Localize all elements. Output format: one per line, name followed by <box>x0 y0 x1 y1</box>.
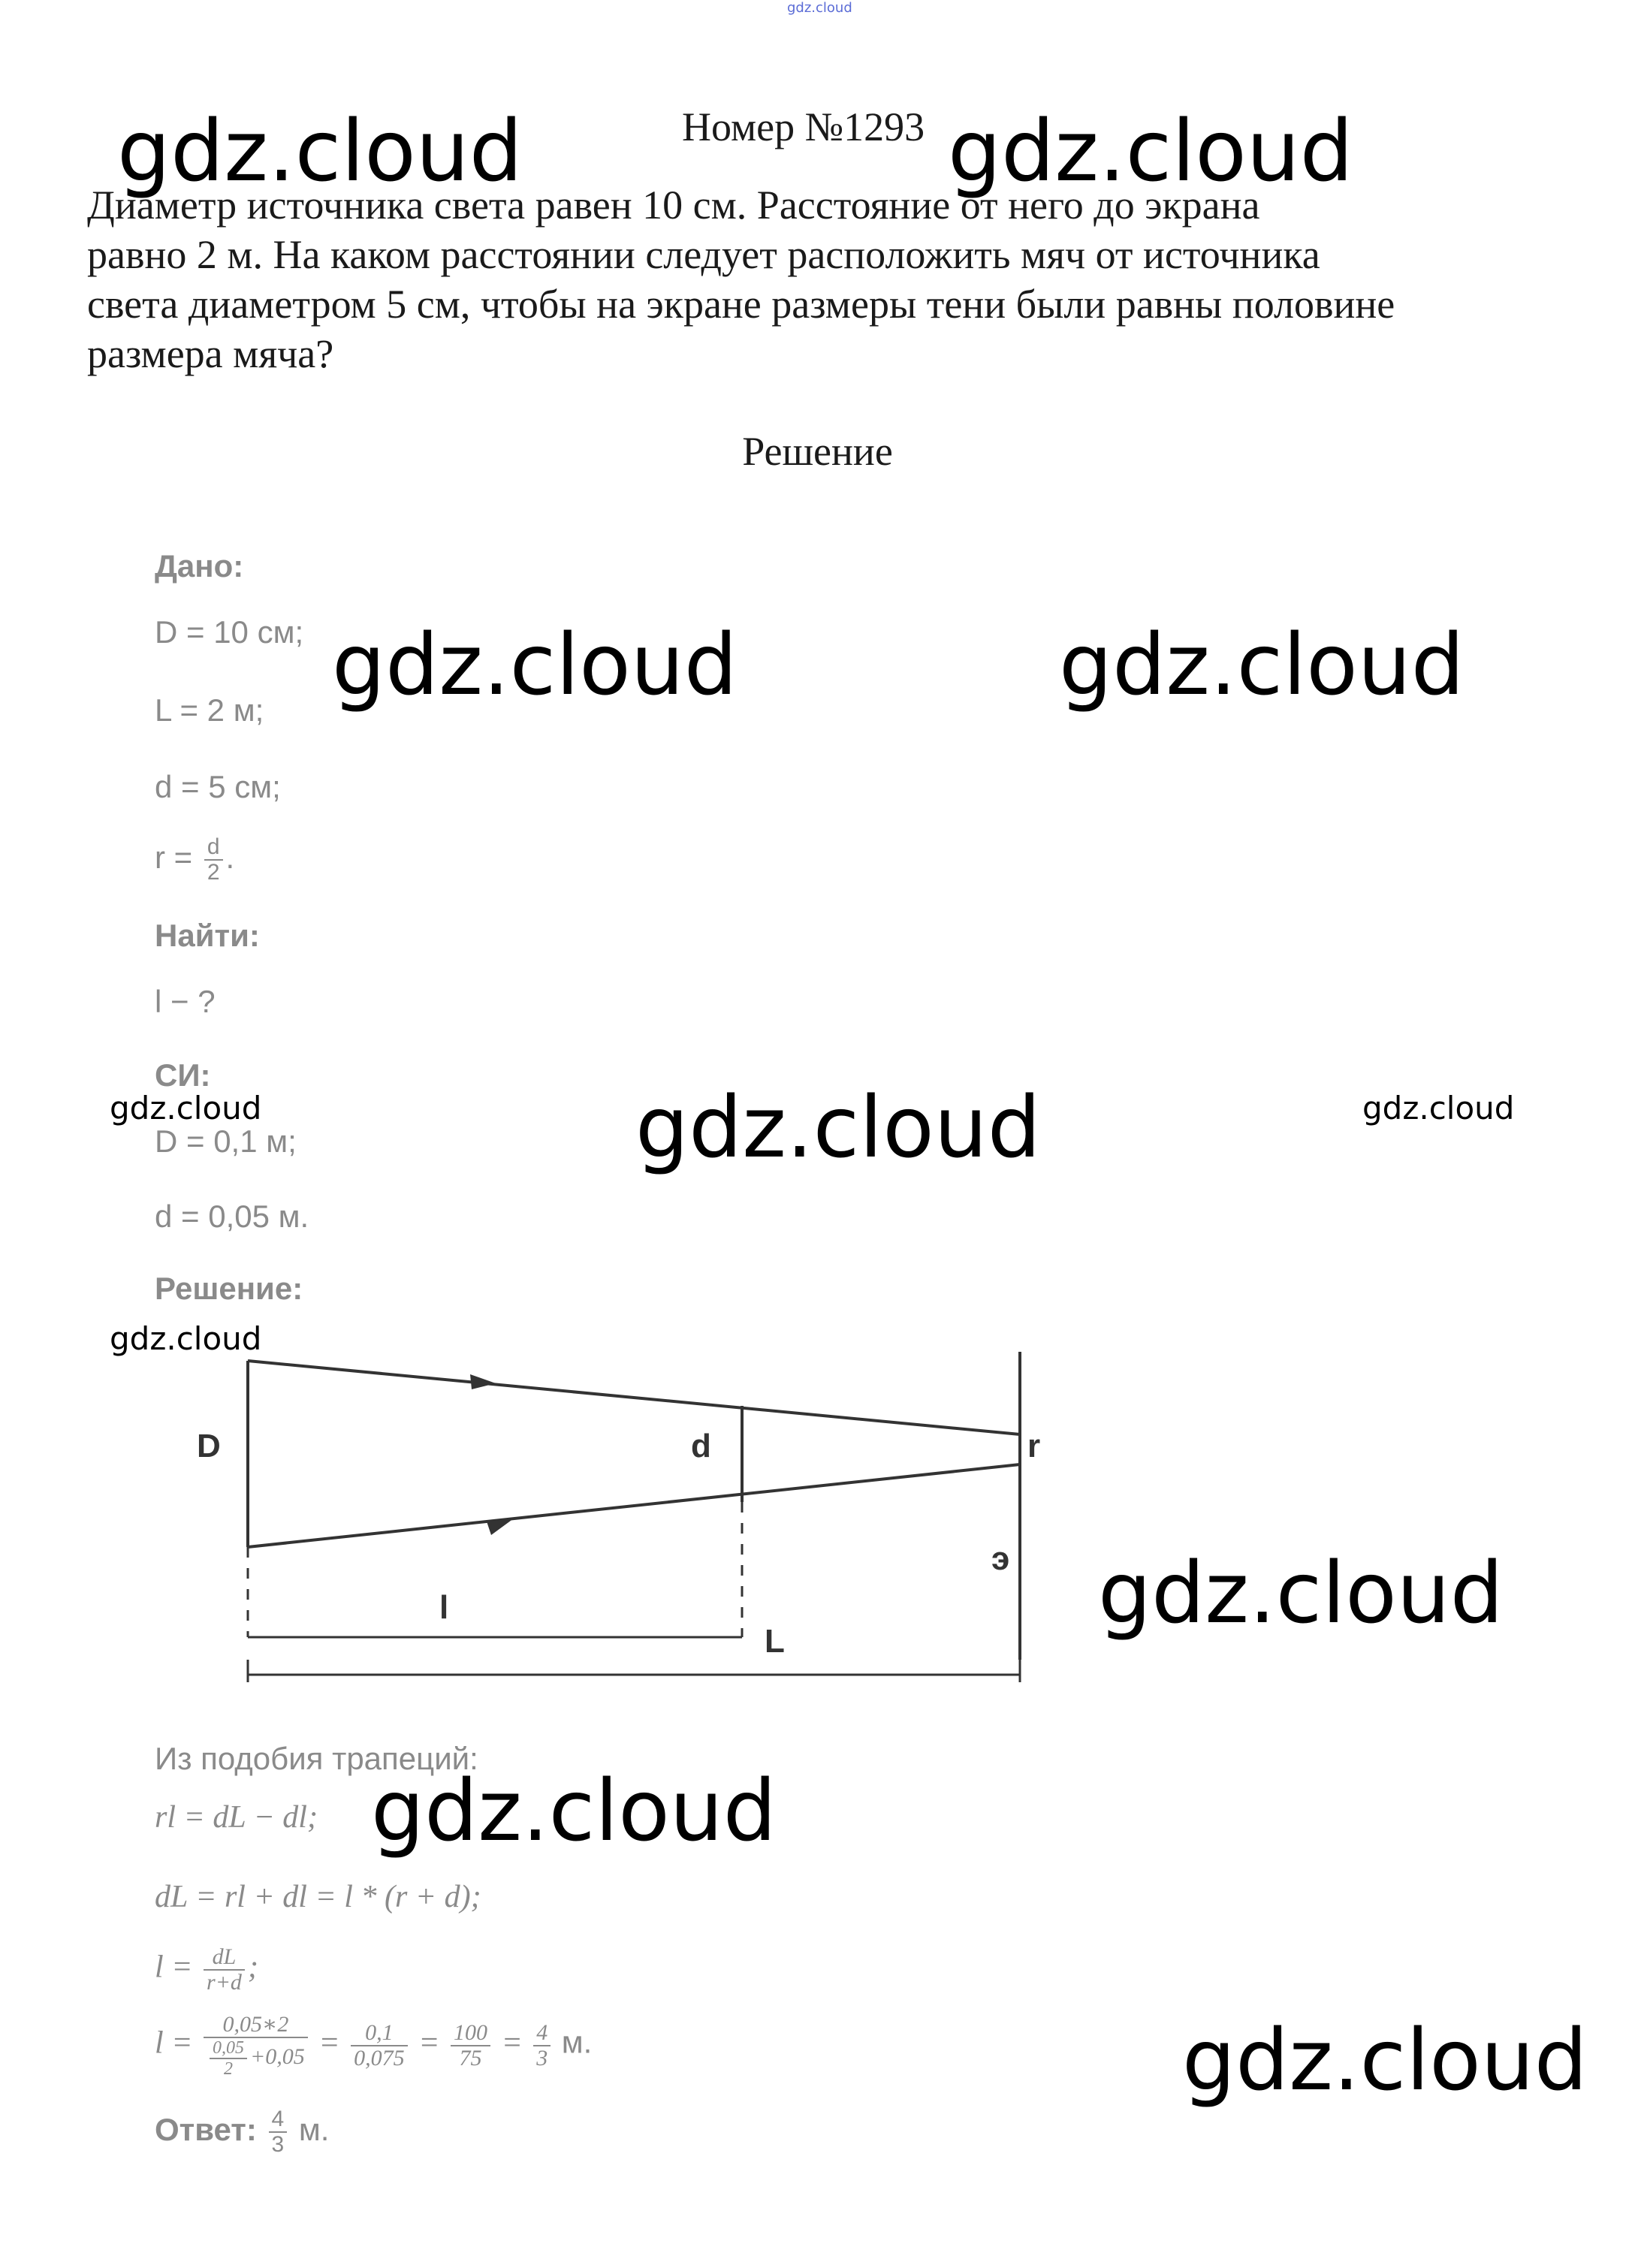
equals-sign: = <box>318 2025 340 2061</box>
find-value: l − ? <box>155 984 216 1019</box>
fraction-denominator: 2 <box>207 860 220 885</box>
watermark-text: gdz.cloud <box>1362 1090 1515 1126</box>
fraction-denominator: 3 <box>536 2046 548 2070</box>
answer-fraction <box>269 2107 288 2157</box>
si-D: D = 0,1 м; <box>155 1123 297 1159</box>
given-D: D = 10 см; <box>155 614 304 650</box>
given-r-suffix: . <box>225 840 235 876</box>
watermark-text: gdz.cloud <box>1059 617 1465 714</box>
fraction-numerator: 0,05 <box>210 2038 247 2059</box>
diagram-label-screen: э <box>991 1540 1010 1577</box>
watermark-text: gdz.cloud <box>332 617 738 714</box>
fraction-denominator: 75 <box>459 2046 482 2070</box>
similarity-label: Из подобия трапеций: <box>155 1741 478 1776</box>
answer-unit: м. <box>298 2112 330 2148</box>
fraction-denominator: r+d <box>207 1970 242 1995</box>
fraction-denominator: 0,075 <box>354 2046 405 2070</box>
problem-line: размера мяча? <box>87 331 334 376</box>
equation-4-fraction-1 <box>204 2013 308 2079</box>
fraction-numerator: 4 <box>269 2107 288 2133</box>
watermark-text: gdz.cloud <box>1182 2012 1588 2110</box>
fraction-numerator: d <box>204 835 223 861</box>
fraction-numerator: 0,1 <box>351 2021 408 2046</box>
answer <box>155 2107 329 2157</box>
si-d: d = 0,05 м. <box>155 1199 309 1234</box>
unit: м. <box>561 2024 593 2060</box>
given-r-prefix: r = <box>155 840 193 876</box>
equation-2: dL = rl + dl = l * (r + d); <box>155 1880 481 1914</box>
solution-heading: Решение <box>742 429 893 474</box>
equation-3-fraction <box>204 1945 245 1995</box>
problem-line: равно 2 м. На каком расстоянии следует расположить мяч от источника <box>87 232 1320 277</box>
light-shadow-diagram <box>180 1344 1051 1705</box>
equation-4-fraction-4 <box>533 2021 551 2070</box>
watermark-text: gdz.cloud <box>635 1079 1041 1177</box>
solution-label: Решение: <box>155 1271 303 1306</box>
diagram-label-L: L <box>765 1623 785 1660</box>
watermark-text: gdz.cloud <box>110 1090 262 1126</box>
diagram-label-r: r <box>1027 1428 1041 1464</box>
si-label: СИ: <box>155 1057 211 1093</box>
nested-fraction <box>210 2038 247 2079</box>
equation-4 <box>155 2013 592 2079</box>
fraction-denominator: 3 <box>271 2132 285 2157</box>
watermark-text: gdz.cloud <box>948 103 1353 201</box>
denominator-tail: +0,05 <box>250 2043 305 2069</box>
fraction-numerator: 100 <box>451 2021 490 2046</box>
page-title: Номер №1293 <box>682 104 925 149</box>
given-L: L = 2 м; <box>155 692 264 728</box>
equals-sign: = <box>501 2025 523 2061</box>
watermark-text: gdz.cloud <box>1098 1545 1504 1642</box>
equation-4-fraction-2 <box>351 2021 408 2070</box>
watermark-text: gdz.cloud <box>110 1320 262 1357</box>
fraction-numerator: dL <box>204 1945 245 1971</box>
equation-3 <box>155 1945 258 1995</box>
fraction-denominator <box>204 2038 308 2079</box>
problem-line: Диаметр источника света равен 10 см. Расстояние от него до экрана <box>87 182 1260 228</box>
equation-4-prefix: l = <box>155 2025 193 2061</box>
given-label: Дано: <box>155 548 244 584</box>
problem-text <box>87 180 1559 379</box>
equation-4-fraction-3 <box>451 2021 490 2070</box>
watermark-text: gdz.cloud <box>371 1763 777 1860</box>
watermark-top-tag: gdz.cloud <box>787 0 852 16</box>
problem-line: света диаметром 5 см, чтобы на экране размеры тени были равны половине <box>87 282 1395 327</box>
diagram-label-l: l <box>439 1589 449 1626</box>
equation-3-prefix: l = <box>155 1950 193 1985</box>
equation-3-suffix: ; <box>247 1950 258 1985</box>
find-label: Найти: <box>155 918 260 953</box>
equals-sign: = <box>418 2025 440 2061</box>
fraction-denominator: 2 <box>224 2059 234 2079</box>
answer-label: Ответ: <box>155 2112 257 2148</box>
given-r <box>155 835 234 885</box>
diagram-label-D: D <box>197 1428 221 1464</box>
equation-1: rl = dL − dl; <box>155 1800 318 1835</box>
fraction-numerator: 0,05∗2 <box>204 2013 308 2038</box>
given-d: d = 5 см; <box>155 769 281 804</box>
fraction-numerator: 4 <box>533 2021 551 2046</box>
watermark-text: gdz.cloud <box>117 103 523 201</box>
diagram-label-d: d <box>691 1428 711 1464</box>
given-r-fraction <box>204 835 223 885</box>
